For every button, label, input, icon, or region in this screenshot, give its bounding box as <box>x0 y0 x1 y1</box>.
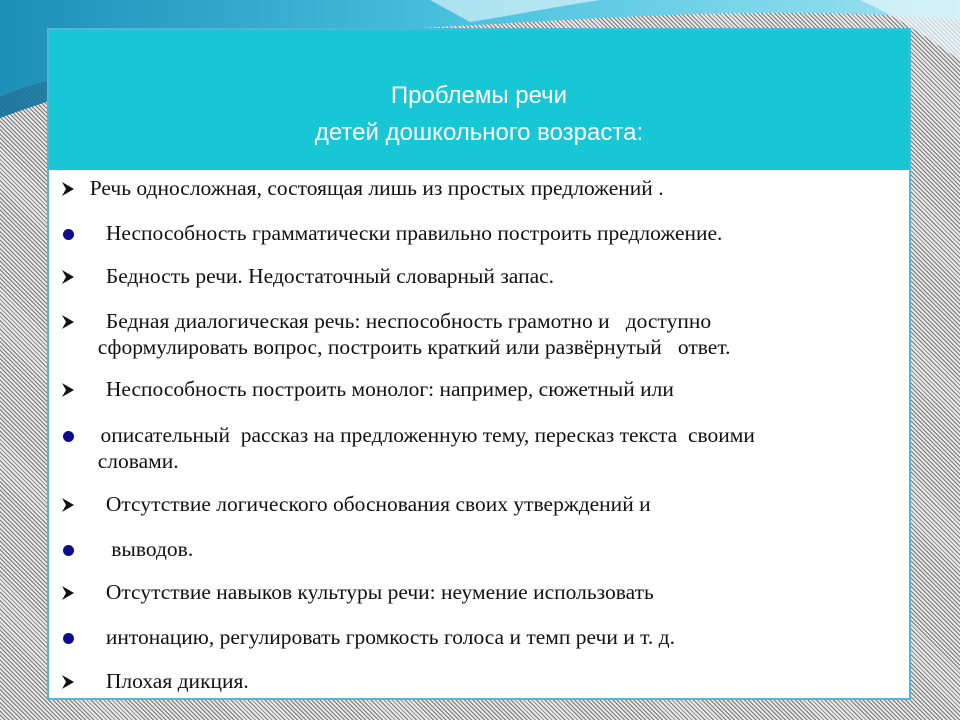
list-item-text <box>79 263 554 289</box>
list-item-line: Отсутствие навыков культуры речи: неумение использовать <box>79 580 654 604</box>
arrow-icon <box>57 379 79 401</box>
bullet-dot-icon <box>57 627 79 649</box>
list-item-line: Речь односложная, состоящая лишь из простых предложений . <box>79 176 664 200</box>
arrow-icon <box>57 582 79 604</box>
list-item-text <box>79 624 675 650</box>
list-item-line: Бедность речи. Недостаточный словарный запас. <box>79 264 555 288</box>
arrow-icon <box>57 178 79 200</box>
list-item-line: выводов. <box>79 537 194 561</box>
list-item-text <box>79 175 664 201</box>
arrow-icon <box>57 266 79 288</box>
list-item-text <box>79 668 249 694</box>
list-item-line: Плохая дикция. <box>79 669 249 693</box>
list-item-line: словами. <box>87 449 179 473</box>
list-item-text <box>79 308 730 360</box>
list-item-text <box>79 376 674 402</box>
list-item-line: сформулировать вопрос, построить краткий или развёрнутый ответ. <box>87 335 731 359</box>
bullet-dot-icon <box>57 223 79 245</box>
list-item-line: Отсутствие логического обоснования своих утверждений и <box>79 492 651 516</box>
list-item-text <box>79 422 755 474</box>
list-item-text <box>79 220 722 246</box>
list-item-line: интонацию, регулировать громкость голоса и темп речи и т. д. <box>79 625 675 649</box>
arrow-icon <box>57 311 79 333</box>
slide-title-line-2: детей дошкольного возраста: <box>314 119 644 146</box>
list-item-line: Бедная диалогическая речь: неспособность грамотно и доступно <box>79 309 712 333</box>
list-item-text <box>79 536 193 562</box>
list-item-text <box>79 491 651 517</box>
bullet-dot-icon <box>57 425 79 447</box>
slide-frame <box>47 28 911 700</box>
list-item-text <box>79 579 654 605</box>
arrow-icon <box>57 671 79 693</box>
slide-title-line-1: Проблемы речи <box>390 82 568 109</box>
title-band <box>49 30 909 170</box>
bullet-dot-icon <box>57 539 79 561</box>
arrow-icon <box>57 494 79 516</box>
list-item-line: Неспособность грамматически правильно построить предложение. <box>79 221 723 245</box>
list-item-line: описательный рассказ на предложенную тему, пересказ текста своими <box>79 423 755 447</box>
list-item-line: Неспособность построить монолог: например, сюжетный или <box>79 377 674 401</box>
